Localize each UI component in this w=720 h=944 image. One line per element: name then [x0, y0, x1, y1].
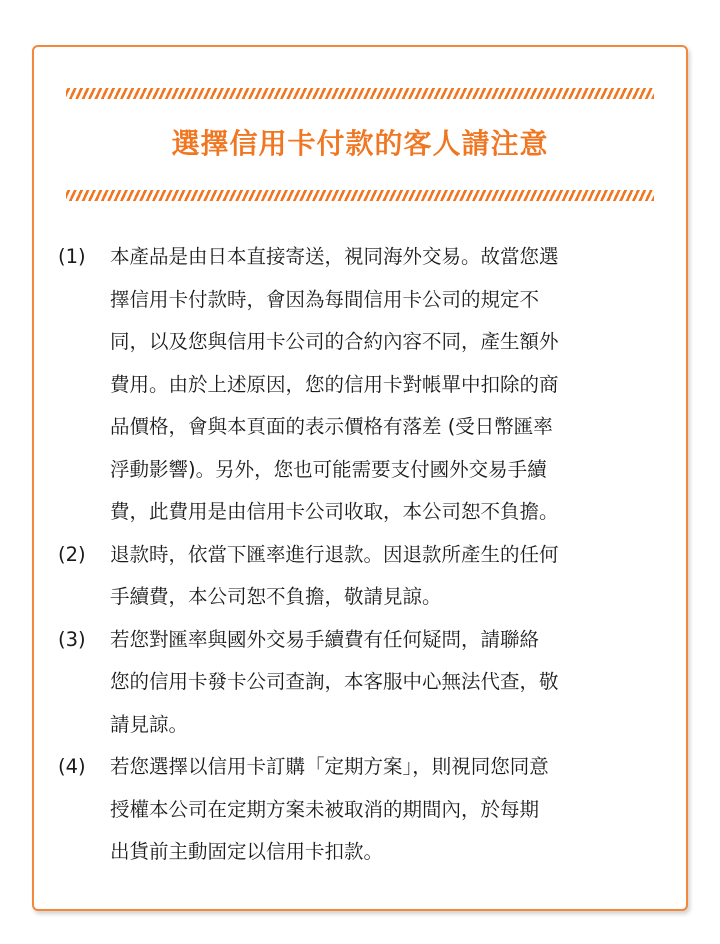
notice-item-number: (2) — [58, 542, 86, 566]
notice-item-text: 若您選擇以信用卡訂購「定期方案」，則視同您同意 授權本公司在定期方案未被取消的期間內，於每期 出貨前主動固定以信用卡扣款。 — [110, 755, 549, 863]
notice-item-number: (4) — [58, 755, 86, 778]
notice-item-number: (3) — [58, 627, 86, 651]
bottom-hazard-stripe — [66, 190, 654, 201]
notice-item-1 — [58, 236, 658, 534]
notice-list — [58, 236, 658, 874]
notice-item-2 — [58, 534, 658, 619]
notice-item-text: 退款時，依當下匯率進行退款。因退款所產生的任何 手續費，本公司恕不負擔，敬請見諒。 — [110, 542, 559, 608]
notice-item-number: (1) — [58, 245, 86, 268]
top-hazard-stripe — [66, 88, 654, 99]
notice-item-text: 若您對匯率與國外交易手續費有任何疑問，請聯絡 您的信用卡發卡公司查詢，本客服中心無法代查，敬 請見諒。 — [110, 627, 559, 736]
notice-title: 選擇信用卡付款的客人請注意 — [171, 127, 549, 160]
notice-item-4 — [58, 746, 658, 874]
notice-item-text: 本產品是由日本直接寄送，視同海外交易。故當您選 擇信用卡付款時，會因為每間信用卡公司的規定不 同，以及您與信用卡公司的合約內容不同，產生額外 費用。由於上述原因，您的信用卡對帳單中扣除的商 品價格，會與本頁面的表示價格有落差 (受日幣匯率 浮動影響)。另外，您也可能需要支付國外交易手續 費，此費用是由信用卡公司收取，本公司恕不負擔。 — [110, 245, 559, 523]
notice-item-3 — [58, 619, 658, 747]
